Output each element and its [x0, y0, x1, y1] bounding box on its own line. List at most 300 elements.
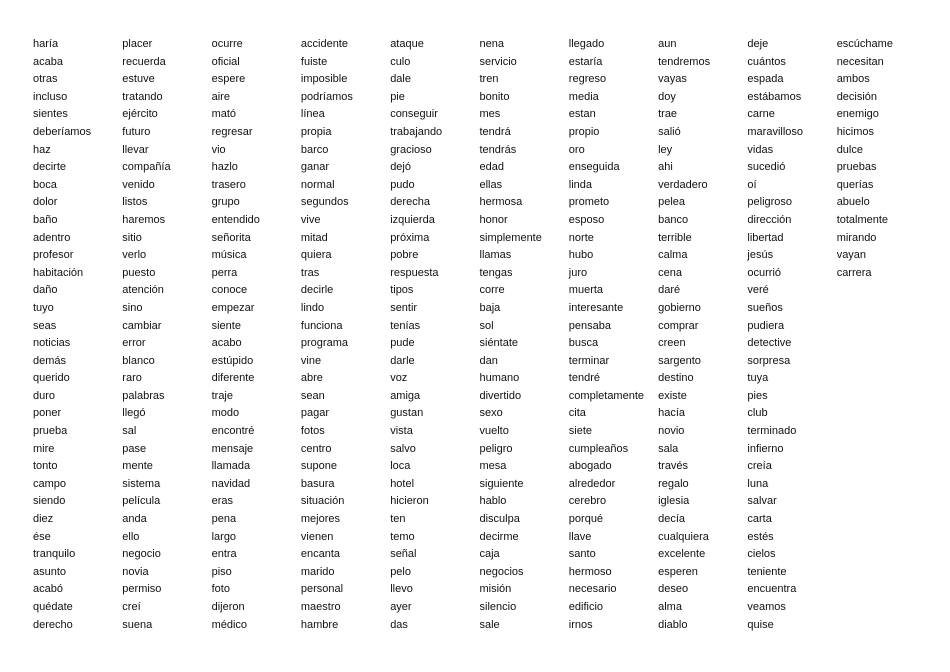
word-item: mente: [122, 460, 153, 473]
word-item: vayas: [658, 73, 687, 86]
word-item: permiso: [122, 583, 162, 596]
word-item: culo: [390, 55, 411, 68]
word-item: modo: [211, 407, 240, 420]
word-item: tren: [479, 73, 499, 86]
word-item: pobre: [390, 249, 419, 262]
word-item: vio: [211, 143, 226, 156]
word-item: tuyo: [33, 301, 54, 314]
word-item: abre: [300, 372, 323, 385]
word-item: sino: [122, 301, 143, 314]
word-item: media: [568, 90, 599, 103]
word-item: haría: [33, 38, 59, 50]
word-item: corre: [479, 284, 505, 297]
word-item: pies: [747, 389, 768, 402]
word-item: campo: [33, 477, 67, 490]
word-item: conseguir: [390, 108, 438, 121]
word-item: oficial: [211, 55, 240, 68]
word-item: infierno: [747, 442, 784, 455]
word-item: señal: [390, 548, 417, 561]
word-item: fotos: [300, 425, 325, 438]
word-item: terminado: [747, 425, 797, 438]
word-item: hermosa: [479, 196, 523, 209]
word-item: sorpresa: [747, 354, 791, 367]
word-item: ataque: [390, 38, 424, 50]
word-item: daré: [658, 284, 681, 297]
word-item: sitio: [122, 231, 142, 244]
word-item: gobierno: [658, 301, 701, 314]
word-item: compañía: [122, 161, 171, 174]
word-item: cielos: [747, 548, 776, 561]
word-item: novio: [658, 425, 685, 438]
word-item: negocios: [479, 565, 524, 578]
word-item: carne: [747, 108, 775, 121]
word-item: venido: [122, 178, 155, 191]
word-item: porqué: [568, 513, 604, 526]
word-item: vidas: [747, 143, 774, 156]
word-item: luna: [747, 477, 769, 490]
word-item: derecho: [33, 618, 73, 631]
word-item: programa: [300, 337, 348, 350]
word-item: navidad: [211, 477, 251, 490]
word-item: sistema: [122, 477, 161, 490]
word-item: izquierda: [390, 213, 435, 226]
word-item: listos: [122, 196, 148, 209]
word-item: podríamos: [300, 90, 353, 103]
word-item: piso: [211, 565, 232, 578]
word-item: acabó: [33, 583, 63, 596]
word-item: negocio: [122, 548, 161, 561]
word-item: decirle: [300, 284, 334, 297]
word-item: necesario: [568, 583, 617, 596]
word-item: silencio: [479, 601, 517, 613]
word-item: traje: [211, 389, 233, 402]
word-item: sean: [300, 389, 325, 402]
word-item: muerta: [568, 284, 604, 297]
word-item: tratando: [122, 90, 163, 103]
word-item: segundos: [300, 196, 349, 209]
word-item: habitación: [33, 266, 84, 279]
word-item: línea: [300, 108, 325, 121]
word-item: error: [122, 337, 146, 350]
word-item: personal: [300, 583, 344, 596]
word-item: entendido: [211, 213, 260, 226]
word-item: tonto: [33, 460, 58, 473]
word-item: boca: [33, 178, 57, 191]
word-item: creen: [658, 337, 686, 350]
word-item: funciona: [300, 319, 343, 332]
word-item: palabras: [122, 389, 165, 402]
word-column: [301, 36, 389, 634]
word-item: dejó: [390, 161, 411, 174]
word-item: voz: [390, 372, 408, 385]
word-item: barco: [300, 143, 329, 156]
word-column: [569, 36, 657, 634]
word-item: siguiente: [479, 477, 524, 490]
word-item: sargento: [658, 354, 701, 367]
word-item: hubo: [568, 249, 594, 262]
word-item: novia: [122, 565, 149, 578]
word-item: llevar: [122, 143, 149, 156]
word-item: mitad: [300, 231, 328, 244]
word-item: encontré: [211, 425, 255, 438]
word-item: conoce: [211, 284, 248, 297]
word-item: encuentra: [747, 583, 797, 596]
word-item: dirección: [747, 213, 792, 226]
word-item: tras: [300, 266, 320, 279]
word-item: noticias: [33, 337, 71, 350]
word-column: [33, 36, 121, 634]
word-item: enemigo: [836, 108, 879, 121]
word-item: prometo: [568, 196, 610, 209]
word-item: trae: [658, 108, 678, 121]
word-item: irnos: [568, 618, 593, 631]
word-item: tendremos: [658, 55, 711, 68]
word-column: [390, 36, 478, 634]
word-item: pude: [390, 337, 415, 350]
word-item: mesa: [479, 460, 507, 473]
word-item: estábamos: [747, 90, 802, 103]
word-item: esposo: [568, 213, 605, 226]
word-item: tendrá: [479, 125, 511, 138]
word-item: misión: [479, 583, 512, 596]
word-item: carrera: [836, 266, 872, 279]
word-item: estan: [568, 108, 596, 121]
word-item: veamos: [747, 601, 786, 613]
word-item: mató: [211, 108, 237, 121]
word-item: blanco: [122, 354, 155, 367]
word-item: darle: [390, 354, 415, 367]
word-item: cita: [568, 407, 586, 420]
word-item: vayan: [836, 249, 867, 262]
word-item: dulce: [836, 143, 863, 156]
word-item: comprar: [658, 319, 699, 332]
word-item: cualquiera: [658, 530, 709, 543]
word-item: baño: [33, 213, 58, 226]
word-item: doy: [658, 90, 676, 103]
word-item: deseo: [658, 583, 689, 596]
word-item: hicimos: [836, 125, 874, 138]
word-column: [212, 36, 300, 634]
word-item: oí: [747, 178, 757, 191]
word-item: regreso: [568, 73, 607, 86]
word-item: honor: [479, 213, 508, 226]
word-item: dan: [479, 354, 498, 367]
word-item: regalo: [658, 477, 689, 490]
word-item: existe: [658, 389, 687, 402]
word-item: llegó: [122, 407, 146, 420]
word-item: creí: [122, 601, 141, 613]
word-item: vienen: [300, 530, 334, 543]
word-item: llevo: [390, 583, 413, 596]
word-item: deje: [747, 38, 769, 50]
word-item: diferente: [211, 372, 255, 385]
word-item: ley: [658, 143, 673, 156]
word-item: poner: [33, 407, 62, 420]
word-item: simplemente: [479, 231, 542, 244]
word-item: santo: [568, 548, 596, 561]
word-item: estúpido: [211, 354, 254, 367]
word-item: vive: [300, 213, 321, 226]
word-item: acaba: [33, 55, 63, 68]
word-item: vuelto: [479, 425, 509, 438]
word-item: terminar: [568, 354, 610, 367]
word-item: basura: [300, 477, 335, 490]
word-item: iglesia: [658, 495, 690, 508]
word-item: necesitan: [836, 55, 884, 68]
word-item: normal: [300, 178, 335, 191]
word-item: ello: [122, 530, 140, 543]
word-item: diez: [33, 513, 54, 526]
word-item: terrible: [658, 231, 692, 244]
word-item: sentir: [390, 301, 418, 314]
word-item: pudiera: [747, 319, 785, 332]
word-item: libertad: [747, 231, 784, 244]
word-item: suena: [122, 618, 153, 631]
word-item: profesor: [33, 249, 74, 262]
word-item: seas: [33, 319, 57, 332]
word-item: empezar: [211, 301, 255, 314]
word-item: médico: [211, 618, 248, 631]
word-item: sientes: [33, 108, 68, 121]
word-item: imposible: [300, 73, 348, 86]
word-item: mensaje: [211, 442, 254, 455]
word-item: llamas: [479, 249, 512, 262]
word-item: querías: [836, 178, 874, 191]
word-column: [480, 36, 568, 634]
word-item: hambre: [300, 618, 339, 631]
word-item: estuve: [122, 73, 155, 86]
word-item: hermoso: [568, 565, 612, 578]
word-item: aire: [211, 90, 230, 103]
word-item: nena: [479, 38, 504, 50]
word-item: tendrás: [479, 143, 517, 156]
word-item: anda: [122, 513, 147, 526]
word-item: escúchame: [836, 38, 893, 50]
word-item: estés: [747, 530, 774, 543]
word-item: excelente: [658, 548, 706, 561]
word-item: derecha: [390, 196, 430, 209]
word-item: espere: [211, 73, 246, 86]
word-item: sol: [479, 319, 494, 332]
word-item: estaría: [568, 55, 603, 68]
word-item: ambos: [836, 73, 870, 86]
word-item: hacía: [658, 407, 686, 420]
word-item: asunto: [33, 565, 67, 578]
word-item: edificio: [568, 601, 604, 613]
word-item: pensaba: [568, 319, 612, 332]
word-item: llave: [568, 530, 592, 543]
word-item: trabajando: [390, 125, 443, 138]
word-item: decirme: [479, 530, 519, 543]
word-item: mirando: [836, 231, 877, 244]
word-item: peligroso: [747, 196, 793, 209]
word-item: juro: [568, 266, 588, 279]
word-item: grupo: [211, 196, 240, 209]
word-item: dijeron: [211, 601, 245, 613]
word-item: mes: [479, 108, 501, 121]
word-item: recuerda: [122, 55, 166, 68]
word-item: gracioso: [390, 143, 432, 156]
word-item: deberíamos: [33, 125, 92, 138]
word-item: siete: [568, 425, 593, 438]
word-item: detective: [747, 337, 792, 350]
word-item: verdadero: [658, 178, 708, 191]
word-item: totalmente: [836, 213, 889, 226]
word-item: sal: [122, 425, 137, 438]
word-item: prueba: [33, 425, 68, 438]
word-item: adentro: [33, 231, 71, 244]
word-item: respuesta: [390, 266, 439, 279]
word-item: ahi: [658, 161, 673, 174]
word-item: dolor: [33, 196, 58, 209]
word-item: cerebro: [568, 495, 607, 508]
word-column: [837, 36, 925, 282]
word-item: amiga: [390, 389, 421, 402]
word-item: sueños: [747, 301, 783, 314]
word-item: largo: [211, 530, 237, 543]
word-item: baja: [479, 301, 501, 314]
word-item: través: [658, 460, 689, 473]
word-item: encanta: [300, 548, 341, 561]
word-item: norte: [568, 231, 594, 244]
word-item: creía: [747, 460, 772, 473]
word-item: trasero: [211, 178, 246, 191]
word-item: jesús: [747, 249, 774, 262]
word-item: próxima: [390, 231, 430, 244]
word-item: hablo: [479, 495, 507, 508]
word-item: pelo: [390, 565, 411, 578]
word-item: sale: [479, 618, 500, 631]
word-item: linda: [568, 178, 593, 191]
word-item: vista: [390, 425, 413, 438]
word-item: banco: [658, 213, 689, 226]
word-item: pie: [390, 90, 405, 103]
word-item: pudo: [390, 178, 415, 191]
word-item: destino: [658, 372, 694, 385]
word-item: tuya: [747, 372, 769, 385]
word-item: ocurrió: [747, 266, 782, 279]
word-item: gustan: [390, 407, 424, 420]
word-item: carta: [747, 513, 772, 526]
word-item: decía: [658, 513, 686, 526]
word-item: oro: [568, 143, 585, 156]
word-item: divertido: [479, 389, 522, 402]
word-item: situación: [300, 495, 345, 508]
word-item: quise: [747, 618, 774, 631]
word-item: supone: [300, 460, 337, 473]
word-item: placer: [122, 38, 153, 50]
word-item: futuro: [122, 125, 151, 138]
word-item: alrededor: [568, 477, 616, 490]
word-item: interesante: [568, 301, 624, 314]
word-item: hazlo: [211, 161, 238, 174]
word-item: propio: [568, 125, 600, 138]
word-item: decisión: [836, 90, 878, 103]
word-item: cumpleaños: [568, 442, 629, 455]
word-item: tipos: [390, 284, 414, 297]
word-item: siente: [211, 319, 241, 332]
word-item: decirte: [33, 161, 67, 174]
word-item: salvar: [747, 495, 777, 508]
word-column: [747, 36, 835, 634]
word-item: abuelo: [836, 196, 870, 209]
word-item: ganar: [300, 161, 330, 174]
word-item: quédate: [33, 601, 73, 613]
word-item: quiera: [300, 249, 332, 262]
word-item: pagar: [300, 407, 330, 420]
word-item: hicieron: [390, 495, 429, 508]
word-item: aun: [658, 38, 677, 50]
word-item: ejército: [122, 108, 158, 121]
word-item: eras: [211, 495, 233, 508]
word-item: diablo: [658, 618, 688, 631]
word-item: tenías: [390, 319, 421, 332]
word-item: abogado: [568, 460, 612, 473]
word-item: espada: [747, 73, 784, 86]
word-item: centro: [300, 442, 332, 455]
word-item: tendré: [568, 372, 600, 385]
word-item: ocurre: [211, 38, 243, 50]
word-item: siendo: [33, 495, 66, 508]
word-item: lindo: [300, 301, 325, 314]
word-column: [658, 36, 746, 634]
word-item: teniente: [747, 565, 787, 578]
word-item: maravilloso: [747, 125, 804, 138]
word-item: ten: [390, 513, 406, 526]
word-item: fuiste: [300, 55, 328, 68]
word-item: pelea: [658, 196, 686, 209]
word-item: sucedió: [747, 161, 786, 174]
word-item: completamente: [568, 389, 645, 402]
word-item: incluso: [33, 90, 68, 103]
word-item: llamada: [211, 460, 251, 473]
word-item: perra: [211, 266, 238, 279]
word-item: llegado: [568, 38, 605, 50]
word-item: dale: [390, 73, 411, 86]
word-item: ése: [33, 530, 51, 543]
word-item: maestro: [300, 601, 341, 613]
word-item: haz: [33, 143, 51, 156]
word-item: enseguida: [568, 161, 620, 174]
word-item: demás: [33, 354, 67, 367]
word-item: edad: [479, 161, 504, 174]
word-item: accidente: [300, 38, 348, 50]
word-item: foto: [211, 583, 230, 596]
word-item: señorita: [211, 231, 251, 244]
word-item: regresar: [211, 125, 253, 138]
word-grid: [33, 36, 933, 636]
word-item: raro: [122, 372, 142, 385]
word-item: haremos: [122, 213, 166, 226]
word-item: bonito: [479, 90, 510, 103]
word-column: [122, 36, 210, 634]
word-item: busca: [568, 337, 599, 350]
word-item: disculpa: [479, 513, 520, 526]
word-item: das: [390, 618, 408, 631]
word-item: acabo: [211, 337, 242, 350]
word-item: música: [211, 249, 247, 262]
word-item: loca: [390, 460, 411, 473]
word-item: siéntate: [479, 337, 519, 350]
word-item: tranquilo: [33, 548, 76, 561]
word-item: mejores: [300, 513, 341, 526]
word-item: hotel: [390, 477, 415, 490]
word-item: ayer: [390, 601, 412, 613]
word-item: calma: [658, 249, 688, 262]
word-item: servicio: [479, 55, 517, 68]
word-item: peligro: [479, 442, 513, 455]
word-item: pruebas: [836, 161, 877, 174]
